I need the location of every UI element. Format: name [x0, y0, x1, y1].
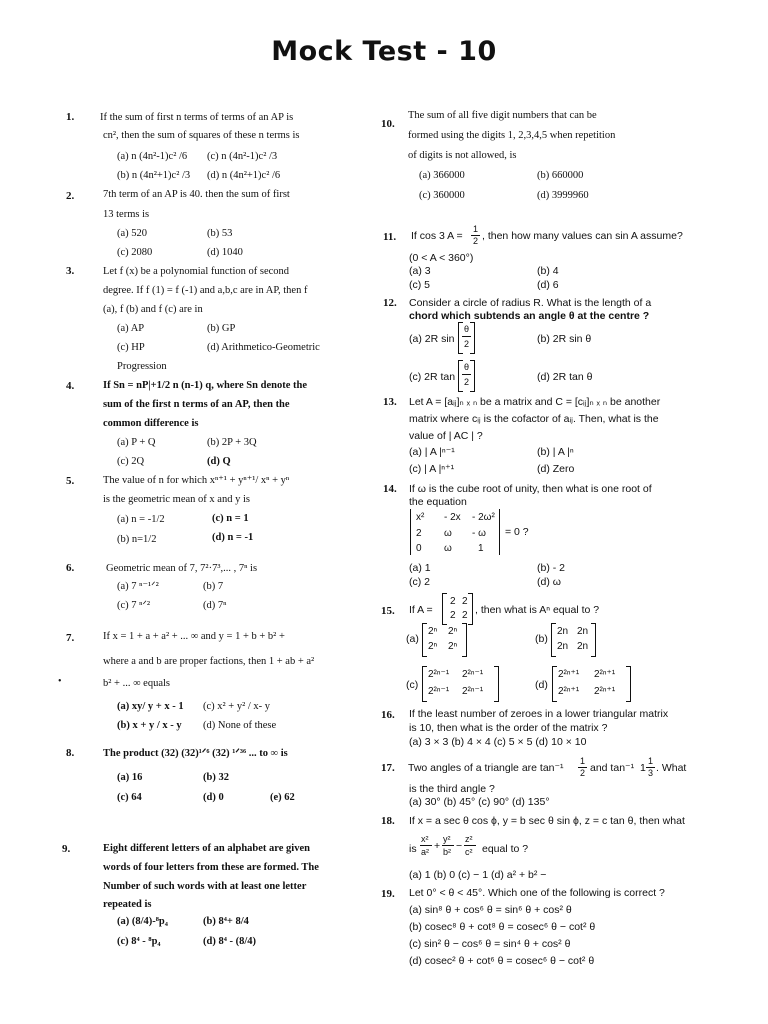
matrix-cell: 2n — [577, 641, 589, 652]
option-b: (b) GP — [207, 323, 236, 334]
option-d: (d) 7ⁿ — [203, 600, 227, 611]
matrix-bracket-right — [468, 593, 473, 625]
question-text: matrix where cᵢⱼ is the cofactor of aᵢⱼ. Then, what is the — [409, 413, 659, 425]
question-number: 11. — [383, 231, 397, 243]
fraction-denominator: b² — [443, 847, 452, 857]
question-text: value of | AC | ? — [409, 430, 483, 442]
matrix-bracket-left — [551, 623, 556, 657]
det-cell: 0 — [416, 543, 422, 554]
option-c: (c) 2 — [409, 576, 430, 588]
option-a: (a) 366000 — [419, 170, 465, 181]
option-c: (c) n (4n²-1)c² /3 — [207, 151, 278, 162]
option-c: (c) n = 1 — [212, 513, 249, 524]
question-number: 7. — [66, 632, 75, 644]
matrix-bracket-left — [552, 666, 557, 702]
fraction-numerator: 1 — [473, 224, 479, 234]
question-text: 13 terms is — [103, 209, 150, 220]
fraction-denominator: 2 — [580, 768, 586, 778]
option-b: (b) 660000 — [537, 170, 584, 181]
question-text: Let f (x) be a polynomial function of second — [103, 266, 290, 277]
matrix-cell: 2n — [557, 641, 569, 652]
question-text: 7th term of an AP is 40. then the sum of first — [103, 189, 290, 200]
question-text: Let 0° < θ < 45°. Which one of the following is correct ? — [409, 887, 665, 899]
option-a: (a) — [406, 633, 419, 645]
det-cell: ω — [444, 528, 452, 539]
matrix-cell: 2ⁿ — [428, 641, 438, 652]
question-text: b² + ... ∞ equals — [103, 678, 171, 689]
question-text: Number of such words with at least one letter — [103, 881, 307, 892]
matrix-cell: 2²ⁿ⁺¹ — [594, 686, 616, 697]
option-d: (d) n (4n²+1)c² /6 — [207, 170, 281, 181]
option-b: (b) cosec⁸ θ + cot⁸ θ = cosec⁶ θ − cot² θ — [409, 921, 596, 933]
question-text: If the sum of first n terms of terms of an AP is — [100, 112, 294, 123]
question-text: is 10, then what is the order of the matrix ? — [409, 722, 608, 734]
det-cell: x² — [416, 512, 425, 523]
paren-right — [470, 360, 475, 392]
question-text: is the third angle ? — [409, 783, 495, 795]
fraction-numerator: θ — [464, 324, 470, 334]
question-text: chord which subtends an angle θ at the centre ? — [409, 310, 650, 322]
matrix-cell: 2n — [577, 626, 589, 637]
matrix-bracket-right — [462, 623, 467, 657]
question-number: 17. — [381, 762, 395, 774]
question-number: 14. — [383, 483, 397, 495]
option-a: (a) 2R sin — [409, 333, 455, 345]
det-cell: - ω — [472, 528, 486, 539]
question-text: If ω is the cube root of unity, then what is one root of — [409, 483, 652, 495]
question-text: cn², then the sum of squares of these n terms is — [103, 130, 300, 141]
option-d: (d) Q — [207, 456, 231, 467]
matrix-cell: 2²ⁿ⁺¹ — [558, 686, 580, 697]
matrix-cell: 2²ⁿ⁻¹ — [462, 669, 484, 680]
option-b: (b) - 2 — [537, 562, 566, 574]
matrix-bracket-right — [494, 666, 499, 702]
question-text: The product (32) (32)¹ᐟ⁶ (32) ¹ᐟ³⁶ ... to ∞ is — [103, 748, 288, 759]
option-d: (d) 6 — [537, 279, 559, 291]
question-text: The sum of all five digit numbers that can be — [408, 110, 597, 121]
matrix-cell: 2²ⁿ⁺¹ — [594, 669, 616, 680]
option-a: (a) AP — [117, 323, 145, 334]
option-e: (e) 62 — [270, 792, 295, 803]
fraction-denominator: a² — [421, 847, 430, 857]
question-text: degree. If f (1) = f (-1) and a,b,c are in AP, then f — [103, 285, 308, 296]
det-cell: ω — [444, 543, 452, 554]
matrix-bracket-left — [422, 623, 427, 657]
fraction-denominator: 2 — [464, 377, 470, 387]
page-title: Mock Test - 10 — [271, 36, 497, 67]
option-b: (b) 4 — [537, 265, 559, 277]
option-c: (c) 2080 — [117, 247, 153, 258]
question-text: If Sn = nP|+1/2 n (n-1) q, where Sn denote the — [103, 380, 307, 391]
option-a: (a) 3 — [409, 265, 431, 277]
matrix-bracket-left — [422, 666, 427, 702]
question-text: and tan⁻¹ — [590, 762, 635, 774]
question-text: Consider a circle of radius R. What is the length of a — [409, 297, 652, 309]
option-b: (b) 32 — [203, 772, 229, 783]
minus-sign: − — [456, 840, 463, 852]
matrix-cell: 2 — [462, 596, 468, 607]
option-b: (b) n=1/2 — [117, 534, 157, 545]
question-text: If x = a sec θ cos ϕ, y = b sec θ sin ϕ, z = c tan θ, then what — [409, 815, 685, 827]
option-d: (d) Zero — [537, 463, 575, 475]
equation-rhs: = 0 ? — [505, 526, 529, 538]
option-d: (d) 1040 — [207, 247, 243, 258]
option-b: (b) 8⁴+ 8/4 — [203, 916, 249, 927]
fraction-denominator: 2 — [464, 339, 470, 349]
matrix-cell: 2²ⁿ⁺¹ — [558, 669, 580, 680]
question-number: 12. — [383, 297, 397, 309]
option-b: (b) 53 — [207, 228, 233, 239]
option-c: (c) x² + y² / x- y — [203, 701, 271, 712]
question-text: formed using the digits 1, 2,3,4,5 when repetition — [408, 130, 616, 141]
determinant-bar-right — [499, 509, 500, 555]
question-number: 13. — [383, 396, 397, 408]
matrix-cell: 2ⁿ — [448, 626, 458, 637]
question-text: common difference is — [103, 418, 199, 429]
question-text: , then what is Aⁿ equal to ? — [475, 604, 600, 616]
question-condition: (0 < A < 360°) — [409, 252, 474, 264]
question-text: repeated is — [103, 899, 152, 910]
option-d: (d) n = -1 — [212, 532, 254, 543]
question-text: If x = 1 + a + a² + ... ∞ and y = 1 + b + b² + — [103, 631, 285, 642]
option-d: (d) — [535, 679, 548, 691]
option-a: (a) P + Q — [117, 437, 156, 448]
option-c: (c) 2R tan — [409, 371, 456, 383]
option-d: (d) None of these — [203, 720, 277, 731]
option-c: (c) 360000 — [419, 190, 465, 201]
question-number: 5. — [66, 475, 75, 487]
question-text: Two angles of a triangle are tan⁻¹ — [408, 762, 564, 774]
question-number: 10. — [381, 118, 395, 130]
fraction-numerator: 1 — [648, 756, 654, 766]
option-b: (b) 2P + 3Q — [207, 437, 257, 448]
options-line: (a) 1 (b) 0 (c) − 1 (d) a² + b² − — [409, 869, 547, 881]
option-a: (a) | A |ⁿ⁻¹ — [409, 446, 455, 458]
question-number: 18. — [381, 815, 395, 827]
options-line: (a) 30° (b) 45° (c) 90° (d) 135° — [409, 796, 550, 808]
option-a: (a) 16 — [117, 772, 143, 783]
question-number: 1. — [66, 111, 75, 123]
option-a: (a) 520 — [117, 228, 148, 239]
question-text: Geometric mean of 7, 7²·7³,... , 7ⁿ is — [106, 563, 258, 574]
option-a: (a) sin⁸ θ + cos⁶ θ = sin⁶ θ + cos² θ — [409, 904, 572, 916]
question-text: where a and b are proper factions, then 1 + ab + a² — [103, 656, 315, 667]
question-number: 6. — [66, 562, 75, 574]
option-b: (b) 7 — [203, 581, 224, 592]
matrix-cell: 2²ⁿ⁻¹ — [462, 686, 484, 697]
matrix-cell: 2²ⁿ⁻¹ — [428, 669, 450, 680]
paren-right — [470, 322, 475, 354]
option-b: (b) x + y / x - y — [117, 720, 182, 731]
option-d: (d) 8⁴ - (8/4) — [203, 936, 257, 947]
matrix-cell: 2²ⁿ⁻¹ — [428, 686, 450, 697]
question-text: If the least number of zeroes in a lower triangular matrix — [409, 708, 669, 720]
option-b: (b) — [535, 633, 548, 645]
option-c: (c) — [406, 679, 419, 691]
question-number: 16. — [381, 709, 395, 721]
option-d: (d) 2R tan θ — [537, 371, 593, 383]
option-c: (c) 2Q — [117, 456, 145, 467]
option-a: (a) n = -1/2 — [117, 514, 165, 525]
det-cell: - 2x — [444, 512, 461, 523]
option-a: (a) 7 ⁿ⁻¹ᐟ² — [117, 581, 159, 592]
option-b: (b) | A |ⁿ — [537, 446, 574, 458]
option-d: (d) ω — [537, 576, 561, 588]
det-cell: 1 — [478, 543, 484, 554]
option-d: (d) cosec² θ + cot⁶ θ = cosec⁶ θ − cot² θ — [409, 955, 595, 967]
question-text: If cos 3 A = — [411, 230, 463, 242]
det-cell: - 2ω² — [472, 512, 495, 523]
options-line: (a) 3 × 3 (b) 4 × 4 (c) 5 × 5 (d) 10 × 10 — [409, 736, 587, 748]
question-number: 9. — [62, 843, 71, 855]
option-d: (d) Arithmetico-Geometric — [207, 342, 320, 353]
fraction-numerator: z² — [465, 834, 473, 844]
option-b: (b) n (4n²+1)c² /3 — [117, 170, 191, 181]
matrix-cell: 2 — [462, 610, 468, 621]
question-number: 4. — [66, 380, 75, 392]
fraction-numerator: θ — [464, 362, 470, 372]
option-c: (c) 8⁴ - ⁸p₄ — [117, 936, 161, 947]
question-text: sum of the first n terms of an AP, then the — [103, 399, 290, 410]
matrix-bracket-right — [591, 623, 596, 657]
question-number: 15. — [381, 605, 395, 617]
option-c: (c) 7 ⁿᐟ² — [117, 600, 151, 611]
option-c: (c) | A |ⁿ⁺¹ — [409, 463, 455, 475]
matrix-cell: 2ⁿ — [448, 641, 458, 652]
matrix-bracket-left — [442, 593, 447, 625]
question-number: 19. — [381, 888, 395, 900]
option-d: (d) 0 — [203, 792, 224, 803]
question-text: The value of n for which xⁿ⁺¹ + yⁿ⁺¹/ xⁿ + yⁿ — [103, 475, 290, 486]
plus-sign: + — [434, 840, 441, 852]
question-number: 2. — [66, 190, 75, 202]
question-number: 8. — [66, 747, 75, 759]
option-d-continued: Progression — [117, 361, 167, 372]
question-text: Eight different letters of an alphabet are given — [103, 843, 310, 854]
paren-left — [458, 360, 463, 392]
option-a: (a) (8/4)-⁸p₄ — [117, 916, 168, 927]
question-text: (a), f (b) and f (c) are in — [103, 304, 203, 315]
matrix-bracket-right — [626, 666, 631, 702]
option-a: (a) n (4n²-1)c² /6 — [117, 151, 188, 162]
option-c: (c) HP — [117, 342, 145, 353]
option-a: (a) xy/ y + x - 1 — [117, 701, 184, 712]
fraction-denominator: 2 — [473, 236, 479, 246]
question-text: of digits is not allowed, is — [408, 150, 517, 161]
fraction-denominator: 3 — [648, 768, 654, 778]
question-text: the equation — [409, 496, 467, 508]
bullet-mark: • — [58, 676, 62, 687]
fraction-numerator: x² — [421, 834, 429, 844]
paren-left — [458, 322, 463, 354]
question-text: equal to ? — [482, 843, 529, 855]
question-number: 3. — [66, 265, 75, 277]
det-cell: 2 — [416, 528, 422, 539]
fraction-numerator: y² — [443, 834, 451, 844]
question-text: words of four letters from these are formed. The — [103, 862, 319, 873]
question-text: Let A = [aᵢⱼ]ₙ ₓ ₙ be a matrix and C = [cᵢⱼ]ₙ ₓ ₙ be another — [409, 396, 661, 408]
matrix-cell: 2n — [557, 626, 569, 637]
question-text: , then how many values can sin A assume? — [482, 230, 683, 242]
matrix-cell: 2ⁿ — [428, 626, 438, 637]
question-text: is — [409, 843, 417, 855]
question-text: If A = — [409, 604, 433, 616]
option-b: (b) 2R sin θ — [537, 333, 592, 345]
option-c: (c) 64 — [117, 792, 142, 803]
question-text: is the geometric mean of x and y is — [103, 494, 250, 505]
option-c: (c) 5 — [409, 279, 430, 291]
option-c: (c) sin² θ − cos⁶ θ = sin⁴ θ + cos² θ — [409, 938, 571, 950]
option-d: (d) 3999960 — [537, 190, 589, 201]
mixed-whole: 1 — [640, 762, 646, 774]
question-text: . What — [656, 762, 687, 774]
fraction-denominator: c² — [465, 847, 473, 857]
matrix-cell: 2 — [450, 596, 456, 607]
option-a: (a) 1 — [409, 562, 431, 574]
matrix-cell: 2 — [450, 610, 456, 621]
determinant-bar-left — [410, 509, 411, 555]
fraction-numerator: 1 — [580, 756, 586, 766]
